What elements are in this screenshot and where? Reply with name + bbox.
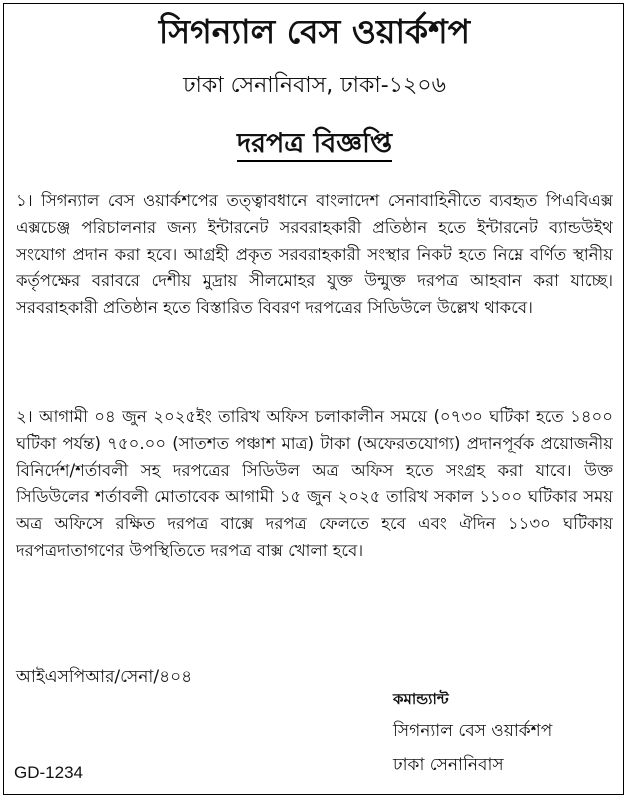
signatory-organization: সিগন্যাল বেস ওয়ার্কশপ — [393, 721, 553, 741]
notice-paragraph-1: ১। সিগন্যাল বেস ওয়ার্কশপের তত্ত্বাবধানে বাংলাদেশ সেনাবাহিনীতে ব্যবহৃত পিএবিএক্স এক্সচেঞ্জ পরিচালনার জন্য ইন্টারনেট সরবরাহকারী প্রতিষ্ঠান হতে ইন্টারনেট ব্যান্ডউইথ সংযোগ প্রদান করা হবে। আগ্রহী প্রকৃত সরবরাহকারী সংস্থার নিকট হতে নিম্নে বর্ণিত স্থানীয় কর্তৃপক্ষের বরাবরে দেশীয় মুদ্রায় সীলমোহর যুক্ত উন্মুক্ত দরপত্র আহবান করা যাচ্ছে। সরবরাহকারী প্রতিষ্ঠান হতে বিস্তারিত বিবরণ দরপত্রের সিডিউলে উল্লেখ থাকবে। — [16, 191, 613, 318]
notice-title — [0, 125, 629, 163]
signatory-title: কমান্ড্যান্ট — [393, 690, 449, 708]
notice-paragraph-2: ২। আগামী ০৪ জুন ২০২৫ইং তারিখ অফিস চলাকালীন সময়ে (০৭৩০ ঘটিকা হতে ১৪০০ ঘটিকা পর্যন্ত) ৭৫০.০০ (সাতশত পঞ্চাশ মাত্র) টাকা (অফেরতযোগ্য) প্রদানপূর্বক প্রয়োজনীয় বিনির্দেশ/শর্তাবলী সহ দরপত্রের সিডিউল অত্র অফিস হতে সংগ্রহ করা যাবে। উক্ত সিডিউলের শর্তাবলী মোতাবেক আগামী ১৫ জুন ২০২৫ তারিখ সকাল ১১০০ ঘটিকার সময় অত্র অফিসে রক্ষিত দরপত্র বাক্সে দরপত্র ফেলতে হবে এবং ঐদিন ১১৩০ ঘটিকায় দরপত্রদাতাগণের উপস্থিতিতে দরপত্র বাক্স খোলা হবে। — [16, 407, 613, 560]
signatory-place: ঢাকা সেনানিবাস — [393, 755, 504, 775]
organization-name: সিগন্যাল বেস ওয়ার্কশপ — [158, 12, 471, 51]
gd-code: GD-1234 — [14, 763, 83, 782]
notice-title-text: দরপত্র বিজ্ঞপ্তি — [237, 128, 392, 162]
memo-reference: আইএসপিআর/সেনা/৪০৪ — [16, 667, 193, 687]
organization-address: ঢাকা সেনানিবাস, ঢাকা-১২০৬ — [183, 73, 446, 98]
